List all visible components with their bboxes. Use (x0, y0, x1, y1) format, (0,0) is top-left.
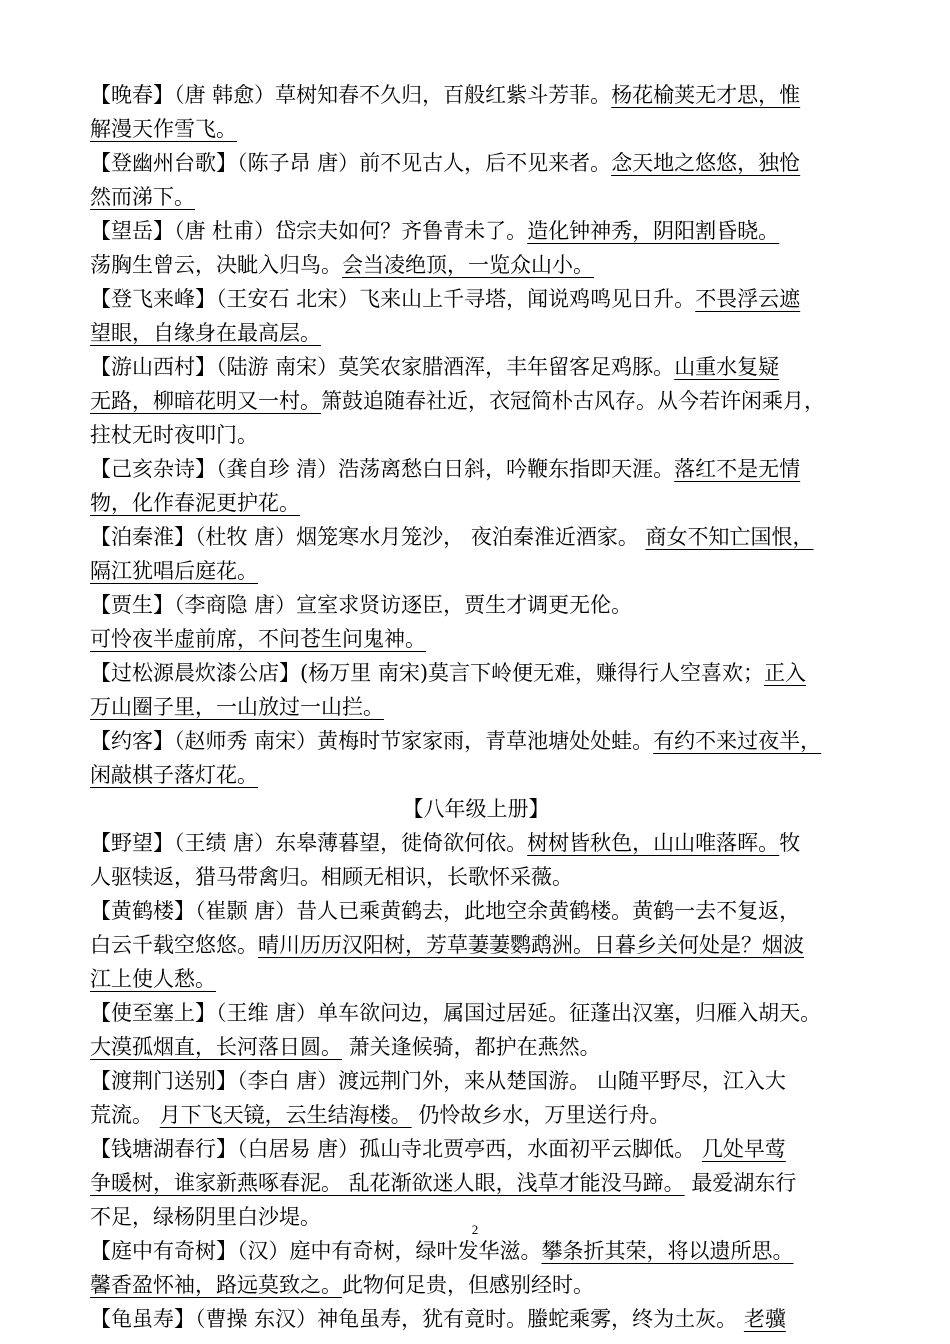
underlined-verse: 老骥 (743, 1307, 786, 1331)
underlined-verse: 不畏浮云遮 (695, 287, 801, 311)
line-segment: 【登飞来峰】（王安石 北宋）飞来山上千寻塔，闻说鸡鸣见日升。 (90, 287, 696, 311)
underlined-verse: 望眼，自缘身在最高层。 (90, 321, 321, 345)
line-segment: 【过松源晨炊漆公店】(杨万里 南宋)莫言下岭便无难，赚得行人空喜欢； (90, 661, 765, 685)
underlined-verse: 念天地之悠悠，独怆 (611, 151, 801, 175)
line-segment: 【钱塘湖春行】（白居易 唐）孤山寺北贾亭西，水面初平云脚低。 (90, 1137, 702, 1161)
underlined-verse: 可怜夜半虚前席，不问苍生问鬼神。 (90, 627, 426, 651)
underlined-verse: 大漠孤烟直，长河落日圆。 (90, 1035, 342, 1059)
underlined-verse: 然而涕下。 (90, 185, 195, 209)
text-line (90, 486, 862, 520)
text-line (90, 928, 862, 962)
line-segment: 白云千载空悠悠。 (90, 933, 258, 957)
underlined-verse: 闲敲棋子落灯花。 (90, 763, 258, 787)
underlined-verse: 月下飞天镜，云生结海楼。 (159, 1103, 412, 1127)
text-line (90, 1268, 862, 1302)
text-line (90, 520, 862, 554)
underlined-verse: 商女不知亡国恨， (645, 525, 814, 549)
line-segment: 拄杖无时夜叩门。 (90, 423, 258, 447)
underlined-verse: 物，化作春泥更护花。 (90, 491, 300, 515)
underlined-verse: 晴川历历汉阳树，芳草萋萋鹦鹉洲。日暮乡关何处是？烟波 (258, 933, 804, 957)
underlined-verse: 几处早莺 (701, 1137, 786, 1161)
text-line (90, 1064, 862, 1098)
text-line (90, 588, 862, 622)
text-line (90, 214, 862, 248)
section-heading (90, 792, 862, 826)
line-segment: 牧 (779, 831, 801, 855)
line-segment: 【八年级上册】 (402, 797, 550, 821)
line-segment: 【渡荆门送别】（李白 唐）渡远荆门外，来从楚国游。 山随平野尽，江入大 (90, 1069, 786, 1093)
text-line (90, 1302, 862, 1336)
underlined-verse: 杨花榆荚无才思，惟 (611, 83, 801, 107)
text-line (90, 962, 862, 996)
line-segment: 【约客】（赵师秀 南宋）黄梅时节家家雨，青草池塘处处蛙。 (90, 729, 654, 753)
line-segment: 【望岳】（唐 杜甫）岱宗夫如何？齐鲁青未了。 (90, 219, 528, 243)
text-line (90, 1166, 862, 1200)
text-line (90, 724, 862, 758)
line-segment: 【黄鹤楼】（崔颢 唐）昔人已乘黄鹤去，此地空余黄鹤楼。黄鹤一去不复返， (90, 899, 801, 923)
underlined-verse: 落红不是无情 (674, 457, 801, 481)
line-segment: 【贾生】（李商隐 唐）宣室求贤访逐臣，贾生才调更无伦。 (90, 593, 633, 617)
text-line (90, 452, 862, 486)
line-segment: 【龟虽寿】（曹操 东汉）神龟虽寿，犹有竟时。螣蛇乘雾，终为土灰。 (90, 1307, 744, 1331)
underlined-verse: 正入 (764, 661, 807, 685)
line-segment: 人驱犊返，猎马带禽归。相顾无相识，长歌怀采薇。 (90, 865, 573, 889)
underlined-verse: 攀条折其荣，将以遗所思。 (541, 1239, 794, 1263)
underlined-verse: 无路，柳暗花明又一村。 (90, 389, 321, 413)
underlined-verse: 会当凌绝顶，一览众山小。 (342, 253, 594, 277)
line-segment: 此物何足贵，但感别经时。 (342, 1273, 594, 1297)
text-line (90, 78, 862, 112)
line-segment: 【晚春】（唐 韩愈）草树知春不久归，百般红紫斗芳菲。 (90, 83, 612, 107)
line-segment: 荡胸生曾云，决眦入归鸟。 (90, 253, 342, 277)
text-line (90, 690, 862, 724)
text-line (90, 418, 862, 452)
underlined-verse: 馨香盈怀袖，路远莫致之。 (90, 1273, 342, 1297)
underlined-verse: 江上使人愁。 (90, 967, 216, 991)
text-line (90, 180, 862, 214)
text-line (90, 248, 862, 282)
text-line (90, 656, 862, 690)
underlined-verse: 山重水复疑 (674, 355, 780, 379)
line-segment: 萧关逢候骑，都护在燕然。 (342, 1035, 601, 1059)
text-line (90, 1098, 862, 1132)
underlined-verse: 隔江犹唱后庭花。 (90, 559, 258, 583)
underlined-verse: 解漫天作雪飞。 (90, 117, 237, 141)
line-segment: 不足，绿杨阴里白沙堤。 (90, 1205, 321, 1229)
line-segment: 【登幽州台歌】（陈子昂 唐）前不见古人，后不见来者。 (90, 151, 612, 175)
line-segment: 【泊秦淮】（杜牧 唐）烟笼寒水月笼沙， 夜泊秦淮近酒家。 (90, 525, 646, 549)
text-line (90, 1030, 862, 1064)
line-segment: 【野望】（王绩 唐）东皋薄暮望，徙倚欲何依。 (90, 831, 528, 855)
text-line (90, 1234, 862, 1268)
text-line (90, 146, 862, 180)
underlined-verse: 争暖树，谁家新燕啄春泥。 乱花渐欲迷人眼，浅草才能没马蹄。 (90, 1171, 685, 1195)
line-segment: 最爱湖东行 (684, 1171, 797, 1195)
line-segment: 【游山西村】（陆游 南宋）莫笑农家腊酒浑，丰年留客足鸡豚。 (90, 355, 675, 379)
text-line (90, 860, 862, 894)
line-segment: 仍怜故乡水，万里送行舟。 (411, 1103, 671, 1127)
text-line (90, 384, 862, 418)
line-segment: 荒流。 (90, 1103, 160, 1127)
text-line (90, 554, 862, 588)
underlined-verse: 树树皆秋色，山山唯落晖。 (527, 831, 780, 855)
underlined-verse: 有约不来过夜半， (653, 729, 822, 753)
line-segment: 【使至塞上】（王维 唐）单车欲问边，属国过居延。征蓬出汉塞，归雁入胡天。 (90, 1001, 822, 1025)
page-number: 2 (471, 1222, 479, 1237)
line-segment: 箫鼓追随春社近，衣冠简朴古风存。从今若许闲乘月， (321, 389, 825, 413)
text-line (90, 758, 862, 792)
text-line (90, 996, 862, 1030)
text-line (90, 316, 862, 350)
text-line (90, 622, 862, 656)
underlined-verse: 造化钟神秀，阴阳割昏晓。 (527, 219, 780, 243)
text-line (90, 894, 862, 928)
line-segment: 【己亥杂诗】（龚自珍 清）浩荡离愁白日斜，吟鞭东指即天涯。 (90, 457, 675, 481)
line-segment: 【庭中有奇树】（汉）庭中有奇树，绿叶发华滋。 (90, 1239, 542, 1263)
underlined-verse: 万山圈子里，一山放过一山拦。 (90, 695, 384, 719)
text-line (90, 350, 862, 384)
text-line (90, 282, 862, 316)
text-line (90, 112, 862, 146)
text-line (90, 1132, 862, 1166)
poem-text-body (90, 78, 862, 1336)
text-line (90, 826, 862, 860)
